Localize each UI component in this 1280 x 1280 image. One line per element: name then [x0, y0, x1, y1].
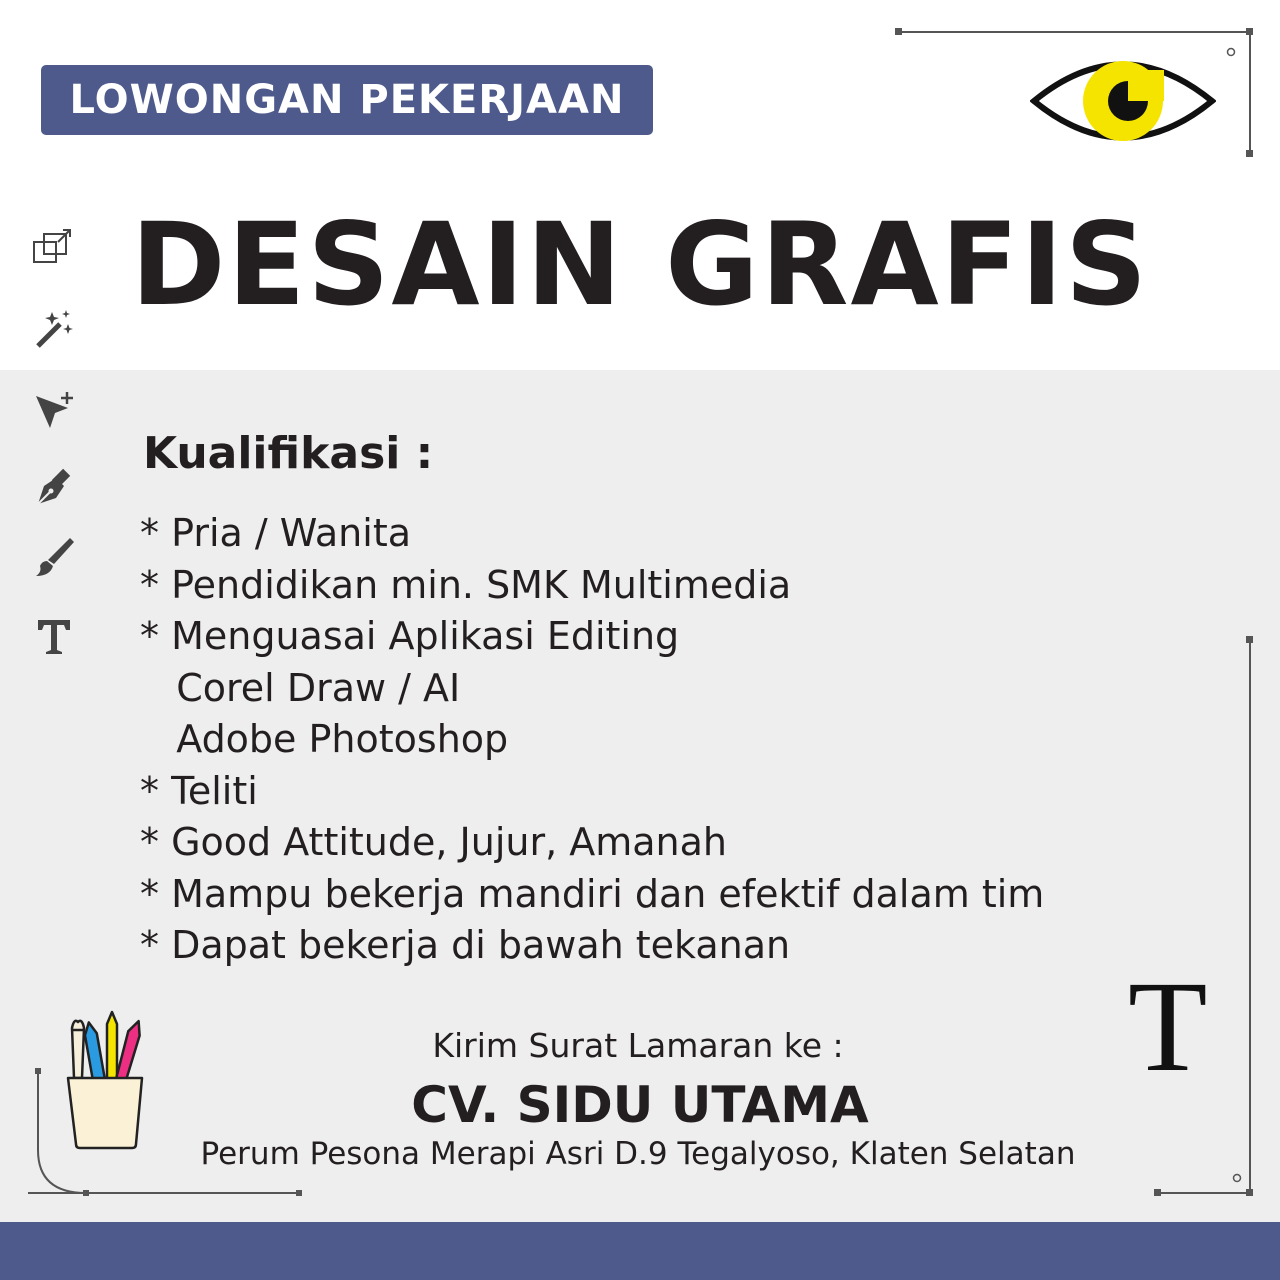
type-glyph-icon: T [1128, 955, 1208, 1099]
magic-wand-icon [30, 304, 78, 352]
direct-select-icon [30, 390, 78, 438]
pen-tool-icon [30, 464, 78, 512]
company-name: CV. SIDU UTAMA [411, 1076, 869, 1134]
list-item: * Mampu bekerja mandiri dan efektif dalam tim [140, 871, 1045, 916]
artboard-resize-icon [30, 222, 78, 270]
type-tool-icon [30, 612, 78, 660]
list-item: * Pendidikan min. SMK Multimedia [140, 562, 792, 607]
list-item: * Pria / Wanita [140, 511, 412, 555]
job-vacancy-badge [41, 65, 653, 135]
page-title: DESAIN GRAFIS [130, 198, 1150, 331]
qualifications-heading: Kualifikasi : [143, 428, 434, 479]
eye-icon [1030, 58, 1216, 144]
brush-icon [30, 532, 78, 580]
list-item: * Teliti [140, 768, 258, 813]
footer-bar [0, 1222, 1280, 1280]
company-address: Perum Pesona Merapi Asri D.9 Tegalyoso, Klaten Selatan [200, 1136, 1076, 1172]
list-item: * Good Attitude, Jujur, Amanah [140, 820, 728, 864]
send-application-label: Kirim Surat Lamaran ke : [432, 1026, 844, 1065]
badge-label: LOWONGAN PEKERJAAN [69, 77, 625, 123]
list-item: Corel Draw / AI [140, 665, 461, 710]
list-item: Adobe Photoshop [140, 717, 509, 761]
list-item: * Dapat bekerja di bawah tekanan [140, 923, 791, 967]
qualifications-list [140, 508, 1044, 972]
list-item: * Menguasai Aplikasi Editing [140, 614, 680, 658]
